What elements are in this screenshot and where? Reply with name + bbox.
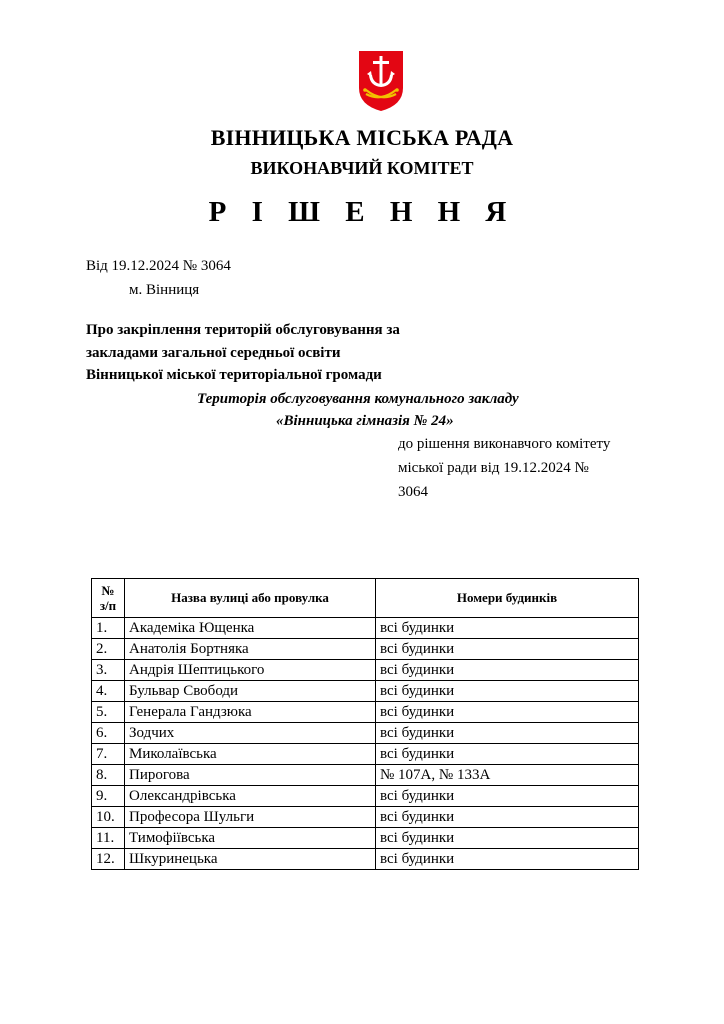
table-row: [92, 849, 639, 870]
decision-city: м. Вінниця: [129, 282, 200, 298]
table-row: [92, 765, 639, 786]
street-name: Андрія Шептицького: [125, 660, 376, 681]
column-header-number-line: з/п: [99, 598, 117, 613]
subject-line: закладами загальної середньої освіти: [86, 345, 341, 361]
subject-line: Про закріплення територій обслуговування за: [86, 322, 400, 338]
decision-date-number: Від 19.12.2024 № 3064: [86, 258, 231, 274]
table-row: [92, 681, 639, 702]
committee-name: ВИКОНАВЧИЙ КОМІТЕТ: [250, 158, 474, 178]
school-name: «Вінницька гімназія № 24»: [276, 413, 454, 429]
street-name: Шкуринецька: [125, 849, 376, 870]
street-name: Тимофіївська: [125, 828, 376, 849]
table-row: [92, 702, 639, 723]
street-name: Анатолія Бортняка: [125, 639, 376, 660]
street-name: Академіка Ющенка: [125, 618, 376, 639]
row-number: 4.: [92, 681, 125, 702]
street-name: Олександрівська: [125, 786, 376, 807]
appendix-line: міської ради від 19.12.2024 №: [398, 460, 589, 476]
table-row: [92, 744, 639, 765]
table-row: [92, 660, 639, 681]
row-number: 12.: [92, 849, 125, 870]
house-numbers: всі будинки: [376, 849, 639, 870]
row-number: 1.: [92, 618, 125, 639]
house-numbers: всі будинки: [376, 702, 639, 723]
vinnytsia-coat-of-arms-icon: [358, 50, 404, 112]
house-numbers: № 107А, № 133А: [376, 765, 639, 786]
row-number: 7.: [92, 744, 125, 765]
table-header-row: [92, 579, 639, 618]
row-number: 8.: [92, 765, 125, 786]
column-header-street: Назва вулиці або провулка: [125, 579, 376, 618]
table-row: [92, 618, 639, 639]
street-name: Бульвар Свободи: [125, 681, 376, 702]
row-number: 3.: [92, 660, 125, 681]
subject-line: Вінницької міської територіальної громади: [86, 367, 382, 383]
street-name: Пирогова: [125, 765, 376, 786]
house-numbers: всі будинки: [376, 807, 639, 828]
house-numbers: всі будинки: [376, 618, 639, 639]
table-row: [92, 828, 639, 849]
row-number: 2.: [92, 639, 125, 660]
table-row: [92, 786, 639, 807]
row-number: 10.: [92, 807, 125, 828]
street-name: Генерала Гандзюка: [125, 702, 376, 723]
house-numbers: всі будинки: [376, 681, 639, 702]
territory-heading: Територія обслуговування комунального закладу: [197, 391, 519, 407]
street-name: Миколаївська: [125, 744, 376, 765]
row-number: 5.: [92, 702, 125, 723]
house-numbers: всі будинки: [376, 639, 639, 660]
appendix-line: 3064: [398, 484, 428, 500]
column-header-number: [92, 579, 125, 618]
house-numbers: всі будинки: [376, 660, 639, 681]
column-header-houses: Номери будинків: [376, 579, 639, 618]
column-header-number-line: №: [101, 583, 115, 598]
row-number: 9.: [92, 786, 125, 807]
table-row: [92, 723, 639, 744]
table-row: [92, 807, 639, 828]
streets-table: [91, 578, 639, 870]
house-numbers: всі будинки: [376, 828, 639, 849]
appendix-line: до рішення виконавчого комітету: [398, 436, 611, 452]
house-numbers: всі будинки: [376, 744, 639, 765]
street-name: Зодчих: [125, 723, 376, 744]
table-row: [92, 639, 639, 660]
house-numbers: всі будинки: [376, 786, 639, 807]
row-number: 6.: [92, 723, 125, 744]
street-name: Професора Шульги: [125, 807, 376, 828]
row-number: 11.: [92, 828, 125, 849]
council-name: ВІННИЦЬКА МІСЬКА РАДА: [210, 125, 514, 150]
house-numbers: всі будинки: [376, 723, 639, 744]
decision-title: Р І Ш Е Н Н Я: [208, 196, 516, 228]
